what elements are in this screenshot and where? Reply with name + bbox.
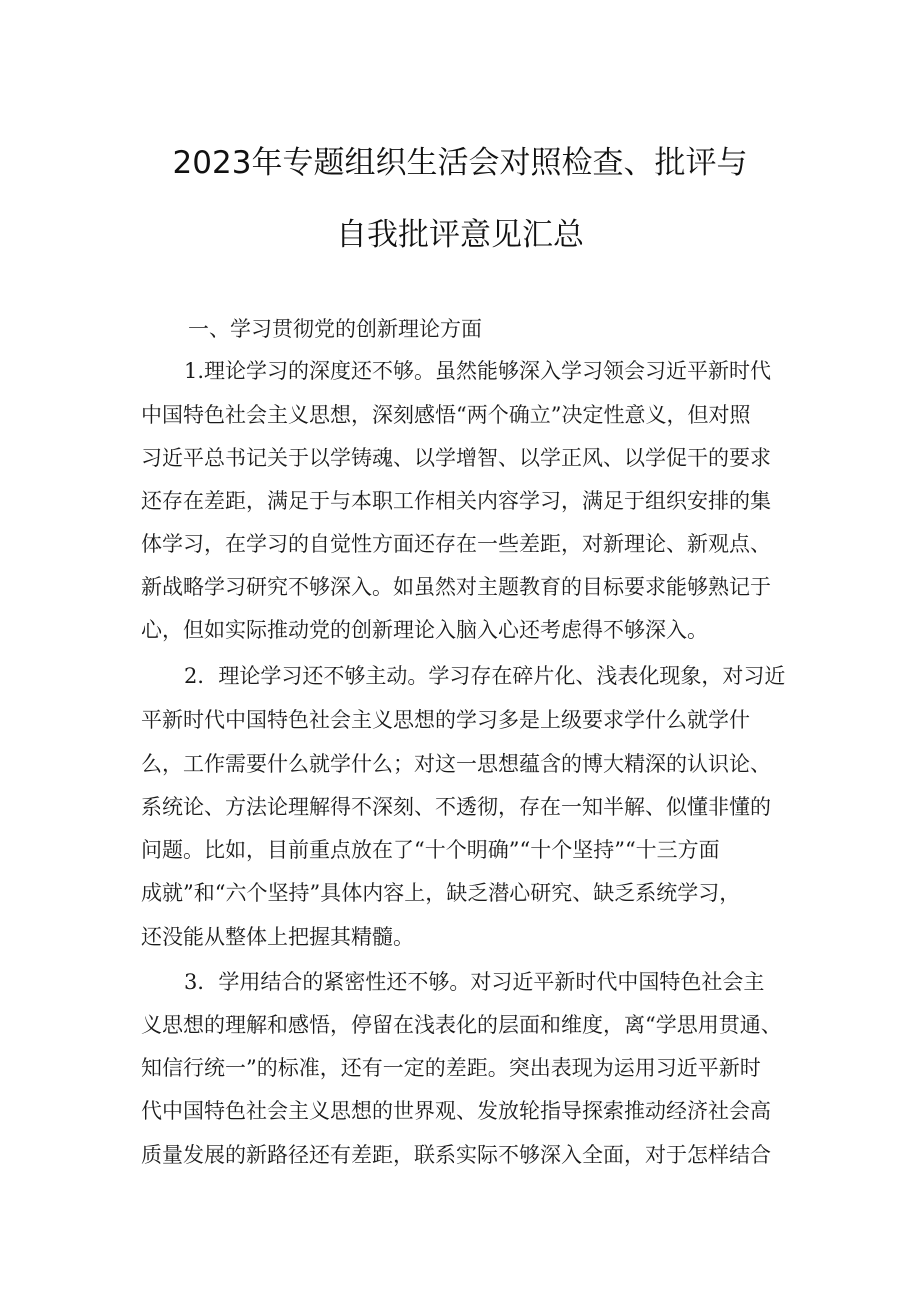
- paragraph-line: 中国特色社会主义思想，深刻感悟“两个确立”决定性意义，但对照: [141, 403, 751, 427]
- paragraph-line: 习近平总书记关于以学铸魂、以学增智、以学正风、以学促干的要求: [141, 446, 771, 470]
- paragraph-line: 平新时代中国特色社会主义思想的学习多是上级要求学什么就学什: [141, 708, 750, 732]
- paragraph-line: 质量发展的新路径还有差距，联系实际不够深入全面，对于怎样结合: [141, 1143, 771, 1167]
- paragraph-line: 成就”和“六个坚持”具体内容上，缺乏潜心研究、缺乏系统学习，: [141, 881, 741, 905]
- paragraph-line: 义思想的理解和感悟，停留在浅表化的层面和维度，离“学思用贯通、: [141, 1013, 782, 1037]
- paragraph-line: 知信行统一”的标准，还有一定的差距。突出表现为运用习近平新时: [141, 1056, 761, 1080]
- paragraph-line: 2．理论学习还不够主动。学习存在碎片化、浅表化现象，对习近: [184, 664, 786, 688]
- paragraph-line: 代中国特色社会主义思想的世界观、发放轮指导探索推动经济社会高: [141, 1099, 771, 1123]
- document-title-line-2: 自我批评意见汇总: [336, 217, 584, 253]
- document-title-line-1: 2023年专题组织生活会对照检查、批评与: [172, 145, 748, 181]
- section-heading: 一、学习贯彻党的创新理论方面: [188, 317, 482, 341]
- paragraph-line: 还没能从整体上把握其精髓。: [141, 925, 414, 949]
- paragraph-line: 还存在差距，满足于与本职工作相关内容学习，满足于组织安排的集: [141, 489, 771, 513]
- paragraph-line: 系统论、方法论理解得不深刻、不透彻，存在一知半解、似懂非懂的: [141, 795, 771, 819]
- paragraph-line: 1.理论学习的深度还不够。虽然能够深入学习领会习近平新时代: [184, 359, 772, 383]
- paragraph-line: 新战略学习研究不够深入。如虽然对主题教育的目标要求能够熟记于: [141, 575, 771, 599]
- paragraph-line: 问题。比如，目前重点放在了“十个明确”“十个坚持”“十三方面: [141, 838, 720, 862]
- paragraph-line: 体学习，在学习的自觉性方面还存在一些差距，对新理论、新观点、: [141, 532, 771, 556]
- paragraph-line: 3．学用结合的紧密性还不够。对习近平新时代中国特色社会主: [184, 970, 765, 994]
- paragraph-line: 么，工作需要什么就学什么；对这一思想蕴含的博大精深的认识论、: [141, 752, 771, 776]
- paragraph-line: 心，但如实际推动党的创新理论入脑入心还考虑得不够深入。: [141, 618, 708, 642]
